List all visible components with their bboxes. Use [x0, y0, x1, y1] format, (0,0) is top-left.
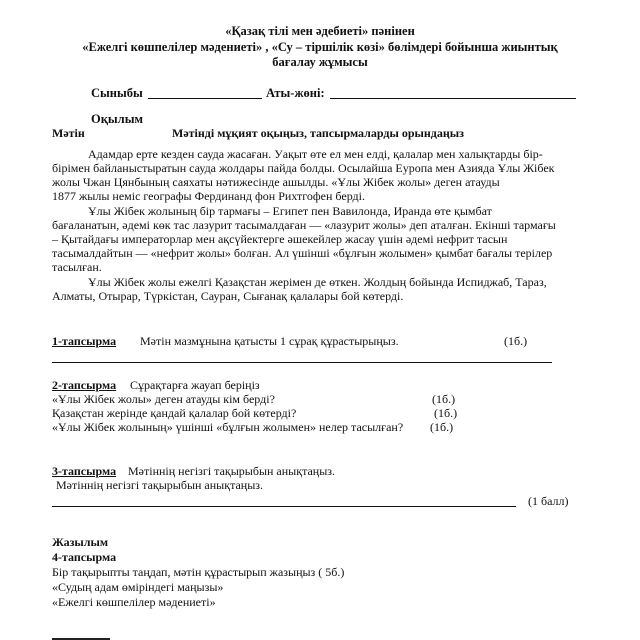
- task-3-label: 3-тапсырма: [52, 464, 117, 478]
- task-4-label: 4-тапсырма: [52, 550, 117, 564]
- task-2-text: Сұрақтарға жауап беріңіз: [130, 378, 260, 392]
- reading-instruction: Мәтінді мұқият оқыңыз, тапсырмаларды орындаңыз: [172, 126, 464, 140]
- task-2-question: «Ұлы Жібек жолы» деген атауды кім берді?: [52, 392, 275, 406]
- paragraph-1-line: жолы Чжан Цянбының саяхаты нәтижесінде ашылды. «Ұлы Жібек жолы» деген атауды: [52, 175, 500, 189]
- class-label: Сыныбы: [91, 86, 143, 100]
- task-1-score: (1б.): [504, 334, 528, 348]
- paragraph-2-line: Ұлы Жібек жолының бір тармағы – Египет пен Вавилонда, Иранда өте қымбат: [88, 204, 492, 218]
- paragraph-1-line: Адамдар ерте кезден сауда жасаған. Уақыт өте ел мен елді, қалалар мен халықтарды бір-: [88, 147, 543, 161]
- task-3-repeat-text: Мәтіннің негізгі тақырыбын анықтаңыз.: [56, 478, 264, 492]
- task-3-text: Мәтіннің негізгі тақырыбын анықтаңыз.: [128, 464, 336, 478]
- task-2-question: «Ұлы Жібек жолының» үшінші «бұлғын жолымен» нелер тасылған?: [52, 420, 404, 434]
- task-1-text: Мәтін мазмұнына қатысты 1 сұрақ құрастырыңыз.: [140, 334, 399, 348]
- reading-section-title: Оқылым: [91, 112, 143, 126]
- paragraph-3-line: Алматы, Отырар, Түркістан, Сауран, Сығанақ қалалары бой көтерді.: [52, 289, 404, 303]
- paragraph-2-line: тасымалдайтын — «нефрит жолы» болған. Ал үшінші «бұлғын жолымен» қымбат бағалы терілер: [52, 246, 553, 260]
- writing-section-title: Жазылым: [52, 535, 109, 549]
- text-label: Мәтін: [52, 126, 85, 140]
- task-1-answer-line[interactable]: [52, 362, 552, 363]
- name-label: Аты-жөні:: [266, 86, 325, 100]
- class-field[interactable]: [148, 98, 262, 99]
- paragraph-2-line: тасылған.: [52, 260, 102, 274]
- task-1-label: 1-тапсырма: [52, 334, 117, 348]
- task-3-score: (1 балл): [528, 494, 569, 508]
- task-2-score: (1б.): [434, 406, 458, 420]
- paragraph-2-line: бағаланатын, әдемі көк тас лазурит тасымалдаған — «лазурит жолы» деп аталған. Екінші тармағы: [52, 218, 556, 232]
- task-2-score: (1б.): [430, 420, 454, 434]
- header-line-1: «Қазақ тілі мен әдебиеті» пәнінен: [225, 24, 415, 38]
- task-2-score: (1б.): [432, 392, 456, 406]
- task-2-question: Қазақстан жерінде қандай қалалар бой көтерді?: [52, 406, 297, 420]
- task-2-label: 2-тапсырма: [52, 378, 117, 392]
- header-line-3: бағалау жұмысы: [272, 55, 368, 69]
- paragraph-1-line: 1877 жылы неміс географы Фердинанд фон Рихтгофен берді.: [52, 189, 365, 203]
- paragraph-1-line: бірімен байланыстыратын сауда жолдары пайда болды. Осылайша Еуропа мен Азияда Ұлы Жібек: [52, 161, 555, 175]
- task-4-instruction: Бір тақырыпты таңдап, мәтін құрастырып жазыңыз ( 5б.): [52, 565, 345, 579]
- writing-topic: «Ежелгі көшпелілер мәдениеті»: [52, 595, 216, 609]
- paragraph-3-line: Ұлы Жібек жолы ежелгі Қазақстан жерімен де өткен. Жолдың бойында Испиджаб, Тараз,: [88, 275, 547, 289]
- header-line-2: «Ежелгі көшпелілер мәдениеті» , «Су – тіршілік көзі» бөлімдері бойынша жиынтық: [82, 40, 558, 54]
- paragraph-2-line: – Қытайдағы императорлар мен ақсүйектерге әшекейлер жасау үшін әдемі нефрит тасын: [52, 232, 508, 246]
- cutoff-next-section: [52, 634, 112, 640]
- writing-topic: «Судың адам өміріндегі маңызы»: [52, 580, 224, 594]
- name-field[interactable]: [330, 98, 576, 99]
- task-3-answer-line[interactable]: [52, 506, 516, 507]
